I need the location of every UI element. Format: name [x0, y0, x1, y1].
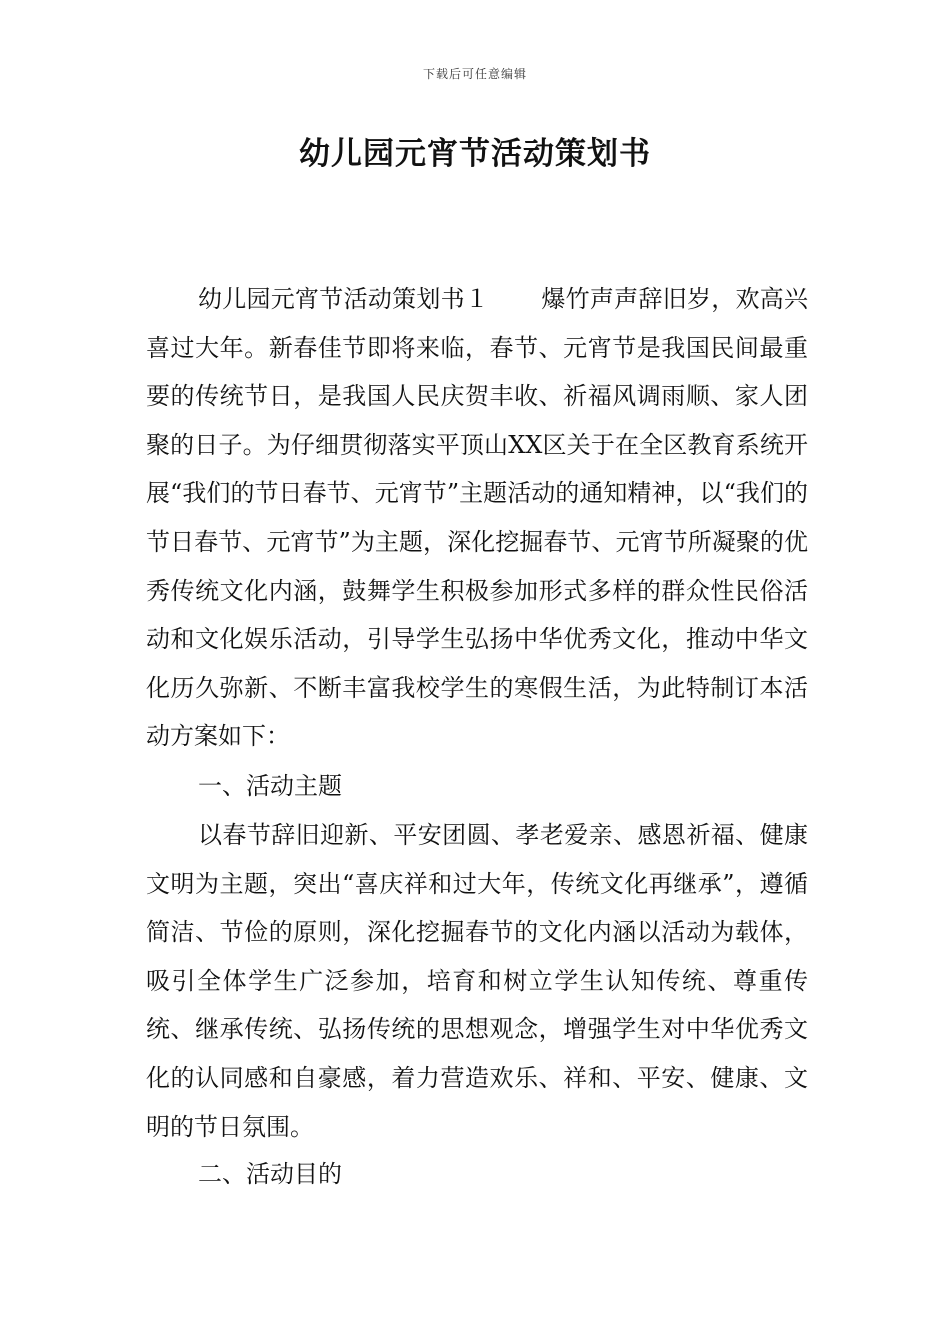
section-1-paragraph: 以春节辞旧迎新、平安团圆、孝老爱亲、感恩祈福、健康文明为主题，突出“喜庆祥和过大年，传统文化再继承”，遵循简洁、节俭的原则，深化挖掘春节的文化内涵以活动为载体，吸引全体学生广泛参加，培育和树立学生认知传统、尊重传统、继承传统、弘扬传统的思想观念，增强学生对中华优秀文化的认同感和自豪感，着力营造欢乐、祥和、平安、健康、文明的节日氛围。 [146, 821, 808, 1141]
document-title: 幼儿园元宵节活动策划书 [299, 136, 651, 172]
section-1-heading: 一、活动主题 [198, 772, 342, 800]
intro-text: 爆竹声声辞旧岁，欢高兴喜过大年。新春佳节即将来临，春节、元宵节是我国民间最重要的传统节日，是我国人民庆贺丰收、祈福风调雨顺、家人团聚的日子。为仔细贯彻落实平顶山XX区关于在全区教育系统开展“我们的节日春节、元宵节”主题活动的通知精神，以“我们的节日春节、元宵节”为主题，深化挖掘春节、元宵节所凝聚的优秀传统文化内涵，鼓舞学生积极参加形式多样的群众性民俗活动和文化娱乐活动，引导学生弘扬中华优秀文化，推动中华文化历久弥新、不断丰富我校学生的寒假生活，为此特制订本活动方案如下： [146, 285, 809, 751]
section-2-heading: 二、活动目的 [198, 1160, 342, 1188]
page-header-note: 下载后可任意编辑 [422, 67, 527, 81]
intro-paragraph [146, 275, 808, 761]
intro-label: 幼儿园元宵节活动策划书１ [198, 285, 490, 313]
